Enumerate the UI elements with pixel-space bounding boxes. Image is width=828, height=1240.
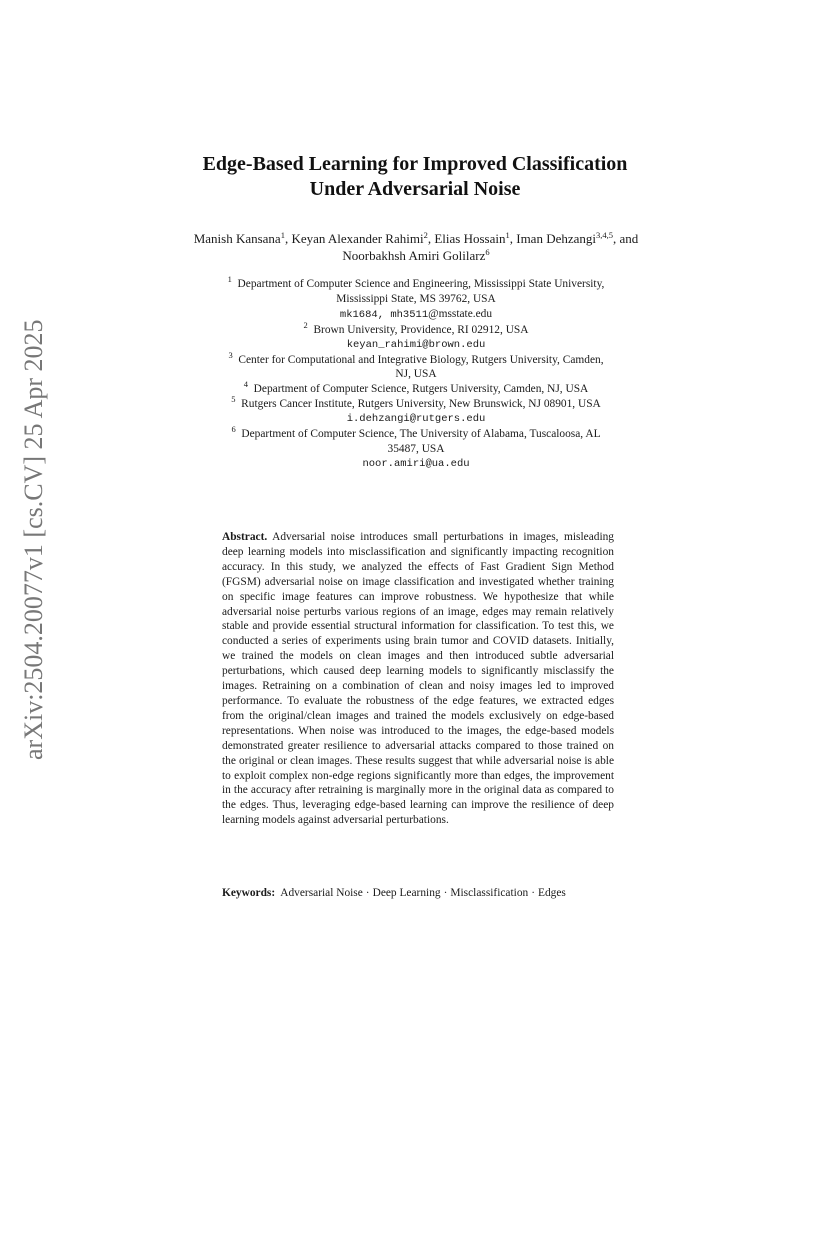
keyword: Deep Learning <box>372 887 441 899</box>
keyword: Edges <box>538 887 566 899</box>
author: Elias Hossain$^1$, <box>434 230 517 246</box>
abstract-text: Adversarial noise introduces small perturbations in images, misleading deep learning models into misclassification and significantly impacting recognition accuracy. In this study, we analyzed the effects of Fast Gradient Sign Method (FGSM) adversarial noise on image classification and investigated whether training on specific image features can improve robustness. We hypothesize that while adversarial noise perturbs various regions of an image, edges may remain relatively stable and provide essential structural information for classification. To test this, we conducted a series of experiments using brain tumor and COVID datasets. Initially, we trained the models on clean images and then introduced subtle adversarial perturbations, which caused deep learning models to significantly misclassify the images. Retraining on a combination of clean and noisy images led to improved performance. To evaluate the robustness of the edge features, we extracted edges from the original/clean images and trained the models exclusively on edge-based representations. When noise was introduced to the images, the edge-based models demonstrated greater resilience to adversarial attacks compared to those trained on the original or clean images. These results suggest that while adversarial noise is able to exploit complex non-edge regions significantly more than edges, the improvement in the accuracy after retraining is marginally more in the original data as compared to the edges. Thus, leveraging edge-based learning can improve the resilience of deep learning models against adversarial perturbations. <box>222 531 614 827</box>
affiliation-1: $^1$ Department of Computer Science and Engineering, Mississippi State University, <box>227 274 605 290</box>
affiliation-4: $^4$ Department of Computer Science, Rutgers University, Camden, NJ, USA <box>243 379 589 396</box>
author: Iman Dehzangi$^{3,4,5}$, and <box>516 230 639 246</box>
keywords-label: Keywords: <box>222 887 276 899</box>
affiliation-6-cont: 35487, USA <box>387 442 445 455</box>
author: Manish Kansana$^1$, <box>193 230 292 246</box>
author: Noorbakhsh Amiri Golilarz$^6$ <box>342 246 490 263</box>
title-line-1: Edge-Based Learning for Improved Classification <box>202 153 628 175</box>
keyword: Adversarial Noise <box>280 887 363 899</box>
affiliation-5-email: i.dehzangi@rutgers.edu <box>346 413 486 426</box>
affiliation-6: $^6$ Department of Computer Science, The University of Alabama, Tuscaloosa, AL <box>231 424 601 441</box>
affiliations <box>180 274 652 472</box>
author-list <box>188 231 644 264</box>
affiliation-3: $^3$ Center for Computational and Integrative Biology, Rutgers University, Camden, <box>228 349 604 366</box>
affiliation-1-email: mk1684, mh3511@msstate.edu <box>339 307 493 321</box>
affiliation-5: $^5$ Rutgers Cancer Institute, Rutgers University, New Brunswick, NJ 08901, USA <box>231 394 601 411</box>
abstract-label: Abstract. <box>222 531 268 543</box>
title-line-2: Under Adversarial Noise <box>309 178 521 200</box>
abstract <box>222 530 614 828</box>
keyword: Misclassification <box>450 887 529 899</box>
affiliation-2-email: keyan_rahimi@brown.edu <box>346 338 486 351</box>
affiliation-3-cont: NJ, USA <box>395 368 437 381</box>
arxiv-stamp-text: arXiv:2504.20077v1 [cs.CV] 25 Apr 2025 <box>19 319 48 760</box>
author: Keyan Alexander Rahimi$^2$, <box>291 230 435 246</box>
paper-title <box>150 152 680 202</box>
keywords: Keywords: Adversarial Noise · Deep Learning · Misclassification · Edges <box>222 887 566 899</box>
arxiv-stamp <box>19 319 50 1240</box>
affiliation-2: $^2$ Brown University, Providence, RI 02912, USA <box>303 319 529 336</box>
affiliation-1-cont: Mississippi State, MS 39762, USA <box>336 292 496 305</box>
affiliation-6-email: noor.amiri@ua.edu <box>362 457 470 470</box>
